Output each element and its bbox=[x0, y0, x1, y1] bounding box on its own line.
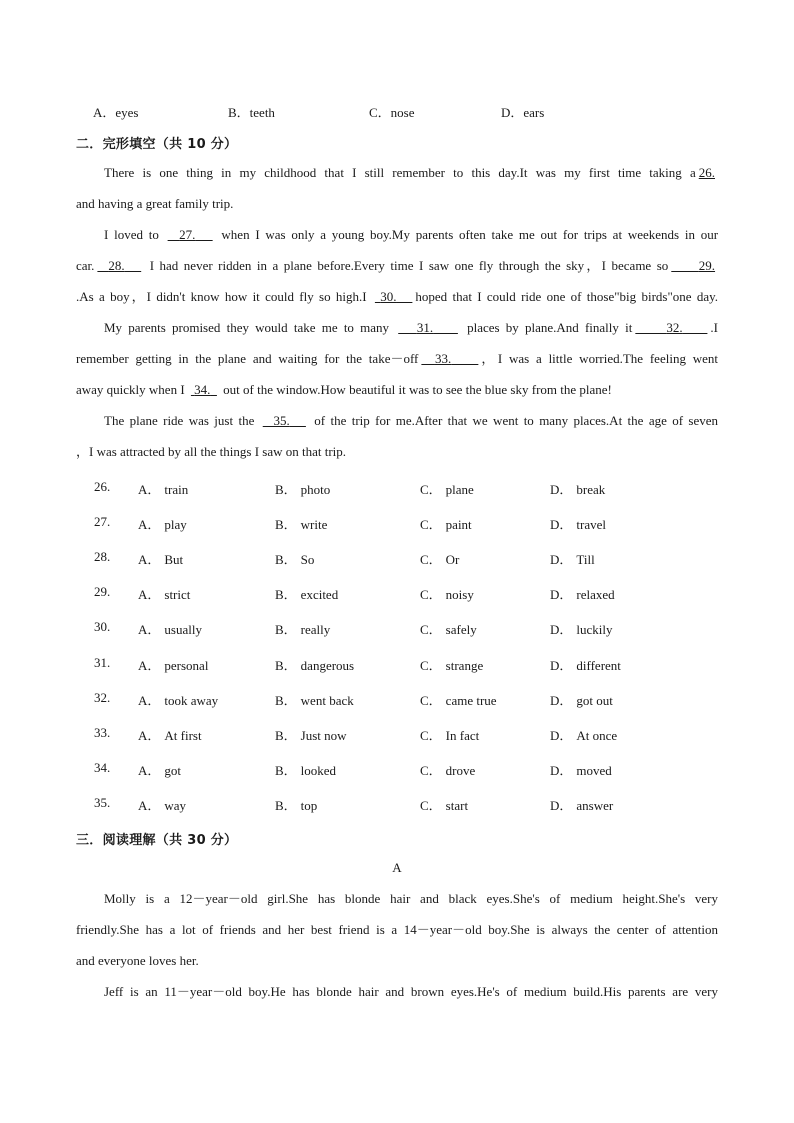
cloze-line: and having a great family trip. bbox=[76, 196, 234, 211]
blank-32: 32. bbox=[666, 320, 683, 335]
reading-passage bbox=[76, 883, 718, 1007]
cloze-line: I loved to 27. when I was only a young boy.My parents often take me out for trips at weekends in our bbox=[104, 227, 719, 242]
cloze-passage bbox=[76, 157, 718, 467]
reading-line: and everyone loves her. bbox=[76, 953, 199, 968]
cloze-line: My parents promised they would take me to many 31. places by plane.And finally it 32. .I bbox=[104, 320, 719, 335]
blank-34: 34. bbox=[194, 382, 211, 397]
blank-35: 35. bbox=[273, 413, 290, 428]
passage-label: A bbox=[392, 860, 402, 875]
document-page: A．eyes B．teeth C．nose D．ears 二．完形填空（共 10 分） There is one thing in my childhood that I still remember to this day.It was my first time taking a 26. and having a great family trip. I loved to 27. when I was only a young boy.My parents often take me out for trips at weekends in our car. 28. I had never ridden in a plane before.Every time I saw one fly through the sky，I became so 29. .As a boy，I didn't know how it could fly so high.I 30. hoped that I could ride one of those"big birds"one day. My parents promised they would take me to many 31. places by plane.And finally it 32. .I remember getting in the plane and waiting for the take－off 33. ，I was a little worried.The feeling went away quickly when I 34. out of the window.How beautiful it was to see the blue sky from the plane! The plane ride was just the 35. of the trip for me.After that we went to many places.At the age of seven ，I was attracted by all the things I saw on that trip. 26. A． train B． photo C． plane D． break 27. A． play B． write C． paint D． travel 28. A． But B． So C． Or D． Till 29. A． strict B． excited C． noisy D． relaxed 30. A． usually B． really C． safely D． luckily 31. A． personal B． dangerous C． strange D． different 32. A． took away B． went back C． came true D． got out 33. A． At first B． Just now C． In fact D． At once 34. A． got B． looked C． drove D． moved 35. A． way B． top C． start D． answer 三．阅读理解（共 30 分） A Molly is a 12－year－old girl.She has blonde hair and black eyes.She's of medium height.She's very friendly.She has a lot of friends and her best friend is a 14－year－old boy.She is always the center of attention and everyone loves her. Jeff is an 11－year－old boy.He has blonde hair and brown eyes.He's of medium build.His parents are very bbox=[0, 0, 794, 1123]
section-heading-reading: 三．阅读理解（共 30 分） bbox=[76, 833, 238, 848]
section-heading-cloze: 二．完形填空（共 10 分） bbox=[76, 137, 238, 152]
blank-31: 31. bbox=[416, 320, 434, 335]
reading-line: friendly.She has a lot of friends and her best friend is a 14－year－old boy.She is always the center of attention bbox=[76, 922, 718, 937]
cloze-line: away quickly when I 34. out of the window.How beautiful it was to see the blue sky from the plane! bbox=[76, 382, 612, 397]
option-d: D．ears bbox=[501, 105, 545, 120]
blank-28: 28. bbox=[108, 258, 125, 273]
blank-30: 30. bbox=[380, 289, 397, 304]
cloze-line: ，I was attracted by all the things I saw on that trip. bbox=[76, 444, 347, 459]
blank-26: 26. bbox=[698, 165, 715, 180]
blank-29: 29. bbox=[698, 258, 716, 273]
cloze-line: .As a boy，I didn't know how it could fly so high.I 30. hoped that I could ride one of those"big birds"one day. bbox=[76, 289, 719, 304]
option-a: A．eyes bbox=[93, 105, 139, 120]
cloze-line: remember getting in the plane and waiting for the take－off 33. ，I was a little worried.The feeling went bbox=[76, 351, 719, 366]
blank-27: 27. bbox=[179, 227, 196, 242]
cloze-line: car. 28. I had never ridden in a plane before.Every time I saw one fly through the sky，I became so 29. bbox=[76, 250, 718, 281]
reading-line: Molly is a 12－year－old girl.She has blonde hair and black eyes.She's of medium height.She's very bbox=[104, 891, 718, 906]
blank-33: 33. bbox=[434, 351, 452, 366]
cloze-line: There is one thing in my childhood that I still remember to this day.It was my first time taking a 26. bbox=[76, 157, 718, 188]
option-c: C．nose bbox=[369, 105, 415, 120]
cloze-line: The plane ride was just the 35. of the trip for me.After that we went to many places.At the age of seven bbox=[104, 413, 719, 428]
option-b: B．teeth bbox=[228, 105, 275, 120]
reading-line: Jeff is an 11－year－old boy.He has blonde hair and brown eyes.He's of medium build.His parents are very bbox=[104, 984, 718, 999]
